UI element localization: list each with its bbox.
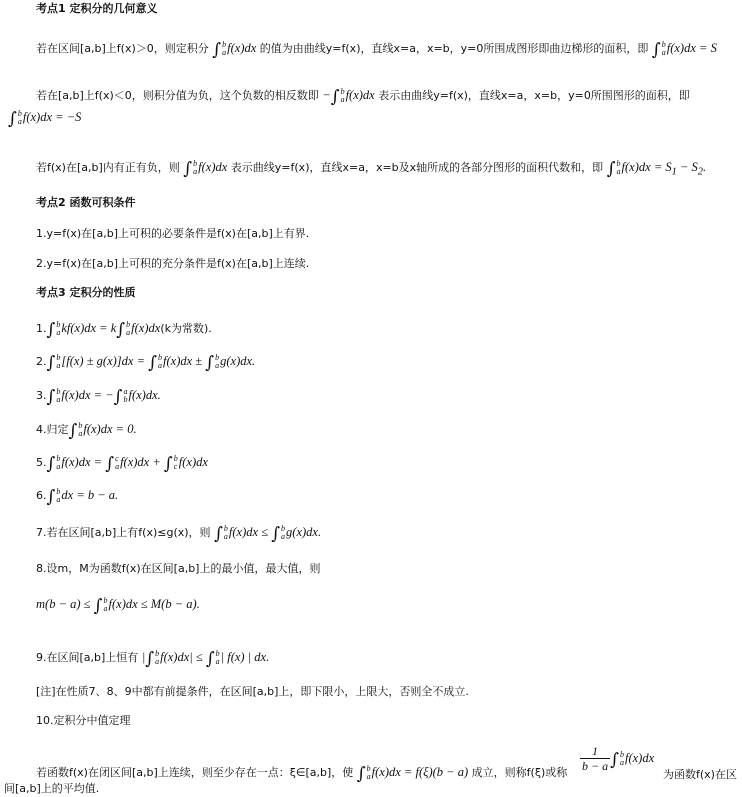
section3-title: 考点3 定积分的性质	[36, 286, 136, 299]
mean-value-text-b: 成立，则称f(ξ)或称	[471, 766, 568, 779]
property-1	[36, 320, 212, 340]
property-4	[36, 421, 137, 441]
para1	[36, 40, 717, 60]
property-6	[36, 487, 119, 507]
note: [注]在性质7、8、9中都有前提条件，在区间[a,b]上，即下限小，上限大，否则全不成立.	[36, 685, 469, 698]
formula-int-f: ∫ b a f(x)dx	[212, 40, 257, 60]
condition-2: 2.y=f(x)在[a,b]上可积的充分条件是f(x)在[a,b]上连续.	[36, 257, 310, 270]
para1-text-a: 若在区间[a,b]上f(x)＞0，则定积分	[36, 42, 209, 55]
property-9	[36, 649, 270, 669]
property-3-formula: ∫ b a f(x)dx = −∫ a b f(x)dx.	[46, 387, 161, 407]
property-3-num: 3.	[36, 389, 47, 402]
mean-value-text-d: 间[a,b]上的平均值.	[4, 782, 100, 795]
property-7-formula: ∫ b a f(x)dx ≤ ∫ b a g(x)dx.	[214, 524, 322, 544]
para3-text-b: 表示曲线y=f(x)，直线x=a，x=b及x轴所成的各部分图形的面积代数和，即	[230, 161, 604, 174]
para2	[36, 87, 690, 107]
property-2-formula: ∫ b a [f(x) ± g(x)]dx = ∫ b a f(x)dx ± ∫ b a g(x)dx.	[46, 353, 256, 373]
property-9-formula: |∫ b a f(x)dx| ≤ ∫ b a | f(x) | dx.	[141, 649, 270, 669]
property-6-num: 6.	[36, 489, 47, 502]
formula-int-f-2: ∫ b a f(x)dx	[183, 159, 228, 179]
property-5	[36, 454, 208, 474]
property-5-num: 5.	[36, 456, 47, 469]
property-8-formula: m(b − a) ≤ ∫ b a f(x)dx ≤ M(b − a).	[36, 596, 200, 616]
mean-value-text-c: 为函数f(x)在区	[663, 768, 737, 781]
formula-neg-int: −∫ b a f(x)dx	[322, 87, 375, 107]
property-8: 8.设m，M为函数f(x)在区间[a,b]上的最小值，最大值，则	[36, 562, 321, 575]
mean-value-average-formula: $\frac{1}{b - a}$ ∫ b a f(x)dx	[582, 744, 655, 773]
para2-text-b: 表示由曲线y=f(x)，直线x=a，x=b，y=0所围图形的面积，即	[378, 89, 690, 102]
property-3	[36, 387, 161, 407]
mean-value-text	[36, 764, 568, 784]
property-4-num: 4.	[36, 423, 47, 436]
property-1-num: 1.	[36, 322, 47, 335]
formula-int-eq-negS: ∫ b a f(x)dx = −S	[8, 109, 82, 129]
property-2-num: 2.	[36, 355, 47, 368]
property-2	[36, 353, 256, 373]
section2-title: 考点2 函数可积条件	[36, 196, 136, 209]
property-5-formula: ∫ b a f(x)dx = ∫ c a f(x)dx + ∫ b c f(x)dx	[46, 454, 208, 474]
para3-text-a: 若f(x)在[a,b]内有正有负，则	[36, 161, 180, 174]
mean-value-title: 10.定积分中值定理	[36, 714, 131, 727]
property-1-paren: (k为常数).	[160, 322, 212, 335]
property-9-text: 9.在区间[a,b]上恒有	[36, 651, 139, 664]
section1-title: 考点1 定积分的几何意义	[36, 2, 158, 15]
para2-text-a-real: 若在[a,b]上f(x)＜0，则积分值为负，这个负数的相反数即	[36, 89, 319, 102]
para1-text-b: 的值为由曲线y=f(x)，直线x=a，x=b，y=0所围成图形即曲边梯形的面积，即	[259, 42, 649, 55]
property-4-formula: ∫ b a f(x)dx = 0.	[68, 421, 137, 441]
fraction: $\frac{1}{b - a}$	[582, 744, 609, 773]
formula-int-eq-S: ∫ b a f(x)dx = S	[651, 40, 717, 60]
property-7	[36, 524, 322, 544]
property-4-word: 归定	[46, 423, 69, 436]
condition-1: 1.y=f(x)在[a,b]上可积的必要条件是f(x)在[a,b]上有界.	[36, 227, 310, 240]
property-7-text: 7.若在区间[a,b]上有f(x)≤g(x)，则	[36, 526, 211, 539]
property-1-formula: ∫ b a kf(x)dx = k∫ b a f(x)dx	[46, 320, 161, 340]
formula-S1-S2: ∫ b a $f(x)dx = S_1 - S_2$.	[606, 159, 707, 179]
mean-value-text-a: 若函数f(x)在闭区间[a,b]上连续，则至少存在一点：ξ∈[a,b]，使	[36, 766, 354, 779]
para3	[36, 160, 706, 180]
property-6-formula: ∫ b a dx = b − a.	[46, 487, 119, 507]
mean-value-formula: ∫ b a f(x)dx = f(ξ)(b − a)	[356, 764, 469, 784]
